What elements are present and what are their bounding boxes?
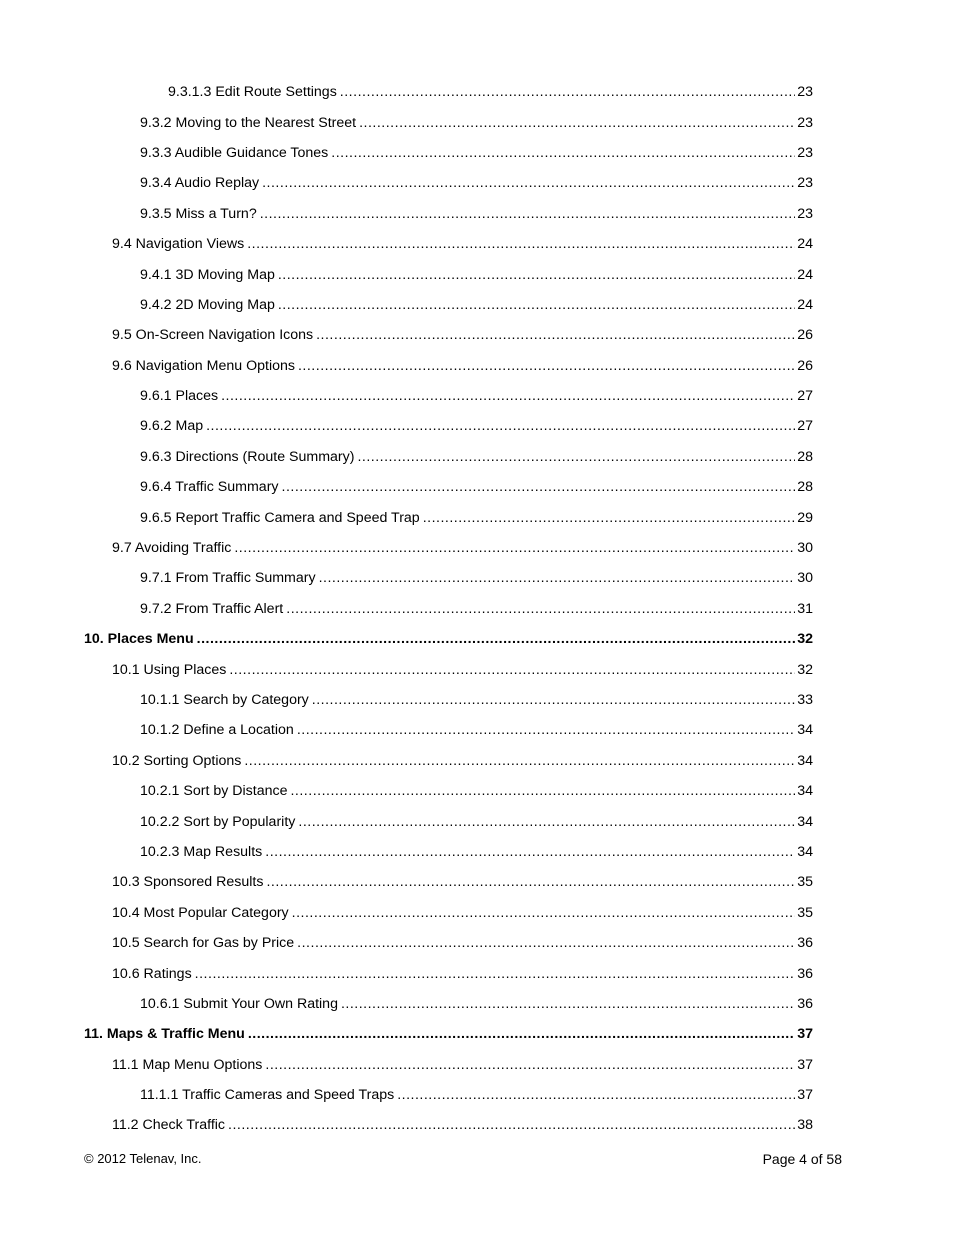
page-footer [84, 1151, 842, 1169]
dot-leader [206, 418, 795, 434]
toc-entry[interactable] [0, 989, 954, 1019]
dot-leader [340, 84, 795, 100]
toc-entry-title: 9.6.4 Traffic Summary [140, 479, 279, 496]
toc-entry-title: 9.7 Avoiding Traffic [112, 540, 232, 557]
toc-entry-title: 9.3.3 Audible Guidance Tones [140, 144, 329, 161]
toc-entry-title: 10.2.1 Sort by Distance [140, 783, 288, 800]
toc-entry[interactable] [0, 320, 954, 350]
toc-entry-title: 10.6 Ratings [112, 965, 192, 982]
toc-entry-page-number: 35 [797, 874, 813, 891]
toc-entry-page-number: 24 [797, 296, 813, 313]
toc-entry-title: 9.3.2 Moving to the Nearest Street [140, 114, 357, 131]
toc-entry-title: 9.6.3 Directions (Route Summary) [140, 448, 355, 465]
toc-entry-page-number: 27 [797, 418, 813, 435]
dot-leader [298, 814, 795, 830]
dot-leader [319, 570, 796, 586]
toc-entry-page-number: 34 [797, 843, 813, 860]
dot-leader [423, 510, 796, 526]
toc-entry[interactable] [0, 746, 954, 776]
toc-entry-page-number: 34 [797, 813, 813, 830]
toc-entry[interactable] [0, 958, 954, 988]
toc-entry-title: 10.6.1 Submit Your Own Rating [140, 995, 338, 1012]
toc-entry[interactable] [0, 685, 954, 715]
toc-entry-page-number: 23 [797, 114, 813, 131]
toc-entry[interactable] [0, 867, 954, 897]
toc-entry-page-number: 36 [797, 965, 813, 982]
toc-entry[interactable] [0, 1019, 954, 1049]
toc-entry-page-number: 34 [797, 752, 813, 769]
toc-entry[interactable] [0, 472, 954, 502]
toc-entry-page-number: 23 [797, 144, 813, 161]
toc-entry-page-number: 30 [797, 540, 813, 557]
toc-entry[interactable] [0, 654, 954, 684]
toc-entry-page-number: 34 [797, 722, 813, 739]
toc-entry[interactable] [0, 259, 954, 289]
dot-leader [312, 692, 795, 708]
toc-entry-title: 9.6.2 Map [140, 418, 204, 435]
dot-leader [260, 206, 796, 222]
toc-entry-title: 9.3.4 Audio Replay [140, 175, 260, 192]
toc-entry-page-number: 38 [797, 1117, 813, 1134]
dot-leader [282, 479, 796, 495]
toc-entry[interactable] [0, 1080, 954, 1110]
toc-entry[interactable] [0, 1050, 954, 1080]
toc-entry[interactable] [0, 502, 954, 532]
toc-entry[interactable] [0, 533, 954, 563]
dot-leader [228, 1117, 795, 1133]
dot-leader [265, 844, 795, 860]
toc-entry[interactable] [0, 898, 954, 928]
toc-entry-title: 11. Maps & Traffic Menu [84, 1026, 245, 1043]
toc-entry[interactable] [0, 806, 954, 836]
toc-entry-page-number: 24 [797, 236, 813, 253]
toc-entry[interactable] [0, 168, 954, 198]
dot-leader [286, 601, 795, 617]
dot-leader [197, 631, 796, 647]
toc-entry-page-number: 37 [797, 1056, 813, 1073]
toc-entry-page-number: 23 [797, 84, 813, 101]
toc-entry[interactable] [0, 138, 954, 168]
toc-entry-title: 10.4 Most Popular Category [112, 904, 289, 921]
toc-entry-title: 9.5 On-Screen Navigation Icons [112, 327, 314, 344]
page-number-label: Page 4 of 58 [762, 1151, 842, 1167]
toc-entry-title: 11.1 Map Menu Options [112, 1056, 263, 1073]
toc-entry-title: 9.6.5 Report Traffic Camera and Speed Trap [140, 509, 420, 526]
toc-entry-title: 10.5 Search for Gas by Price [112, 935, 295, 952]
toc-entry-page-number: 34 [797, 783, 813, 800]
toc-entry-title: 10.3 Sponsored Results [112, 874, 264, 891]
dot-leader [262, 175, 795, 191]
dot-leader [331, 145, 795, 161]
toc-entry-title: 9.4.2 2D Moving Map [140, 296, 275, 313]
toc-entry[interactable] [0, 381, 954, 411]
toc-entry-title: 10.1.2 Define a Location [140, 722, 294, 739]
toc-entry-page-number: 37 [797, 1087, 813, 1104]
toc-entry-page-number: 37 [797, 1026, 813, 1043]
toc-entry-page-number: 28 [797, 448, 813, 465]
dot-leader [341, 996, 795, 1012]
toc-entry-title: 9.6.1 Places [140, 388, 219, 405]
toc-entry-title: 11.2 Check Traffic [112, 1117, 226, 1134]
toc-entry-page-number: 30 [797, 570, 813, 587]
toc-entry[interactable] [0, 1110, 954, 1140]
toc-entry[interactable] [0, 837, 954, 867]
toc-entry-title: 10. Places Menu [84, 631, 194, 648]
toc-entry-page-number: 26 [797, 357, 813, 374]
toc-entry-title: 11.1.1 Traffic Cameras and Speed Traps [140, 1087, 395, 1104]
dot-leader [292, 905, 796, 921]
toc-entry-title: 10.2.2 Sort by Popularity [140, 813, 296, 830]
dot-leader [266, 874, 795, 890]
dot-leader [278, 297, 795, 313]
dot-leader [229, 662, 795, 678]
toc-entry[interactable] [0, 563, 954, 593]
dot-leader [297, 935, 795, 951]
toc-entry[interactable] [0, 715, 954, 745]
dot-leader [397, 1087, 795, 1103]
copyright-text: © 2012 Telenav, Inc. [84, 1151, 202, 1166]
toc-entry[interactable] [0, 411, 954, 441]
dot-leader [247, 236, 795, 252]
dot-leader [244, 753, 795, 769]
toc-entry[interactable] [0, 351, 954, 381]
toc-entry-page-number: 31 [797, 600, 813, 617]
dot-leader [359, 115, 795, 131]
toc-entry[interactable] [0, 594, 954, 624]
toc-entry[interactable] [0, 199, 954, 229]
toc-entry-page-number: 26 [797, 327, 813, 344]
dot-leader [316, 327, 795, 343]
dot-leader [297, 722, 795, 738]
dot-leader [248, 1026, 795, 1042]
toc-entry-page-number: 36 [797, 995, 813, 1012]
toc-entry[interactable] [0, 107, 954, 137]
table-of-contents [0, 77, 954, 1141]
toc-entry-page-number: 28 [797, 479, 813, 496]
dot-leader [221, 388, 795, 404]
toc-entry[interactable] [0, 776, 954, 806]
toc-entry[interactable] [0, 290, 954, 320]
toc-entry-page-number: 32 [797, 631, 813, 648]
dot-leader [195, 966, 796, 982]
toc-entry-title: 9.4 Navigation Views [112, 236, 245, 253]
toc-entry-title: 10.2.3 Map Results [140, 843, 263, 860]
toc-entry-title: 9.7.1 From Traffic Summary [140, 570, 316, 587]
toc-entry-title: 9.6 Navigation Menu Options [112, 357, 295, 374]
toc-entry-page-number: 32 [797, 661, 813, 678]
toc-entry[interactable] [0, 928, 954, 958]
toc-entry-page-number: 24 [797, 266, 813, 283]
dot-leader [357, 449, 795, 465]
toc-entry[interactable] [0, 442, 954, 472]
dot-leader [298, 358, 795, 374]
toc-entry-page-number: 36 [797, 935, 813, 952]
toc-entry-title: 10.1 Using Places [112, 661, 227, 678]
toc-entry-title: 10.2 Sorting Options [112, 752, 242, 769]
toc-entry-title: 10.1.1 Search by Category [140, 692, 309, 708]
toc-entry-title: 9.3.1.3 Edit Route Settings [168, 84, 337, 101]
toc-entry-page-number: 29 [797, 509, 813, 526]
dot-leader [234, 540, 795, 556]
dot-leader [290, 783, 795, 799]
dot-leader [265, 1057, 795, 1073]
dot-leader [278, 267, 795, 283]
toc-entry-title: 9.4.1 3D Moving Map [140, 266, 275, 283]
toc-entry[interactable] [0, 624, 954, 654]
toc-entry-page-number: 35 [797, 904, 813, 921]
toc-entry[interactable] [0, 77, 954, 107]
toc-entry-page-number: 27 [797, 388, 813, 405]
toc-entry-page-number: 33 [797, 692, 813, 708]
toc-entry-title: 9.7.2 From Traffic Alert [140, 600, 284, 617]
toc-entry-title: 9.3.5 Miss a Turn? [140, 205, 257, 222]
toc-entry-page-number: 23 [797, 205, 813, 222]
toc-entry[interactable] [0, 229, 954, 259]
toc-entry-page-number: 23 [797, 175, 813, 192]
